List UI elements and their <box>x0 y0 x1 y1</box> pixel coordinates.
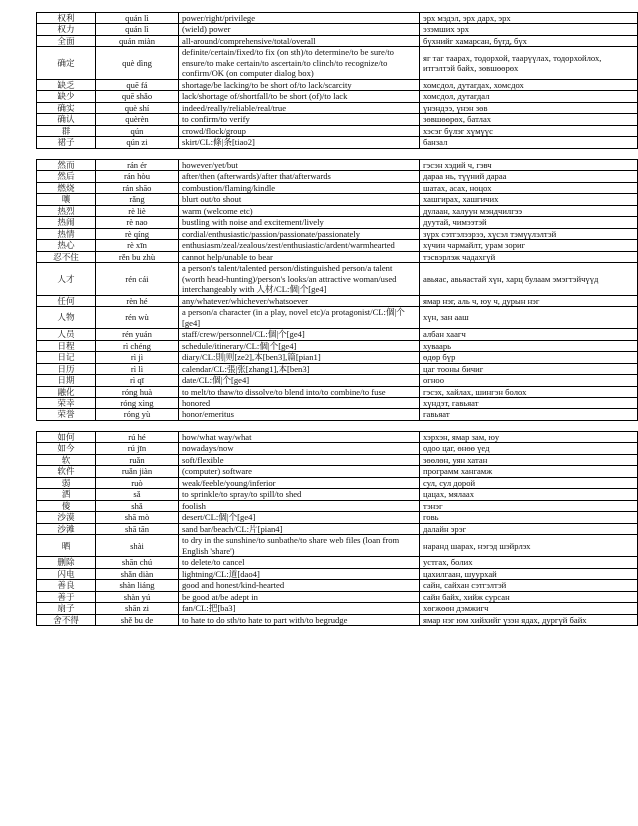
english-cell: skirt/CL:條|条[tiao2] <box>179 137 420 148</box>
mongolian-cell: тэсвэрлэж чадахгүй <box>420 251 638 262</box>
pinyin-cell: shān chú <box>96 557 179 568</box>
pinyin-cell: rán ér <box>96 159 179 170</box>
pinyin-cell: rén wù <box>96 307 179 329</box>
pinyin-cell: rén cái <box>96 263 179 295</box>
table-row <box>37 102 638 113</box>
table-row <box>37 24 638 35</box>
hanzi-cell: 日期 <box>37 375 96 386</box>
hanzi-cell: 然而 <box>37 159 96 170</box>
hanzi-cell: 缺乏 <box>37 79 96 90</box>
hanzi-cell: 权力 <box>37 24 96 35</box>
mongolian-cell: гэсэн хэдий ч, гэвч <box>420 159 638 170</box>
pinyin-cell: rèn hé <box>96 295 179 306</box>
pinyin-cell: què dìng <box>96 47 179 79</box>
table-row <box>37 159 638 170</box>
hanzi-cell: 日记 <box>37 352 96 363</box>
hanzi-cell: 扇子 <box>37 603 96 614</box>
english-cell: fan/CL:把[ba3] <box>179 603 420 614</box>
mongolian-cell: үнэндээ, үнэн зөв <box>420 102 638 113</box>
pinyin-cell: rú hé <box>96 431 179 442</box>
table-row <box>37 171 638 182</box>
hanzi-cell: 软件 <box>37 466 96 477</box>
english-cell: lack/shortage of/shortfall/to be short (of)/to lack <box>179 91 420 102</box>
pinyin-cell: rì qī <box>96 375 179 386</box>
mongolian-cell: тэнэг <box>420 500 638 511</box>
mongolian-cell: сайн, сайхан сэтгэлтэй <box>420 580 638 591</box>
english-cell: bustling with noise and excitement/lively <box>179 217 420 228</box>
mongolian-cell: ямар нэг, аль ч, юу ч, дурын нэг <box>420 295 638 306</box>
english-cell: sand bar/beach/CL:片[pian4] <box>179 523 420 534</box>
hanzi-cell: 荣誉 <box>37 409 96 420</box>
vocab-table-s <box>36 431 638 626</box>
mongolian-cell: зөөлөн, уян хатан <box>420 454 638 465</box>
hanzi-cell: 裙子 <box>37 137 96 148</box>
table-row <box>37 363 638 374</box>
mongolian-cell: хомсдол, дутагдах, хомсдох <box>420 79 638 90</box>
mongolian-cell: хөгжөөн дэмжигч <box>420 603 638 614</box>
pinyin-cell: shā tān <box>96 523 179 534</box>
mongolian-cell: авьяас, авьяастай хүн, харц булаам эмэгтэйчүүд <box>420 263 638 295</box>
pinyin-cell: rén yuán <box>96 329 179 340</box>
hanzi-cell: 傻 <box>37 500 96 511</box>
pinyin-cell: rè xīn <box>96 240 179 251</box>
english-cell: however/yet/but <box>179 159 420 170</box>
pinyin-cell: rán shāo <box>96 182 179 193</box>
pinyin-cell: rú jīn <box>96 443 179 454</box>
mongolian-cell: цацах, мялаах <box>420 489 638 500</box>
pinyin-cell: quán lì <box>96 13 179 24</box>
mongolian-cell: хомсдол, дутагдал <box>420 91 638 102</box>
table-row <box>37 375 638 386</box>
english-cell: how/what way/what <box>179 431 420 442</box>
pinyin-cell: shài <box>96 535 179 557</box>
hanzi-cell: 群 <box>37 125 96 136</box>
mongolian-cell: дуутай, чимээтэй <box>420 217 638 228</box>
pinyin-cell: què shí <box>96 102 179 113</box>
english-cell: cordial/enthusiastic/passion/passionate/passionately <box>179 228 420 239</box>
table-row <box>37 228 638 239</box>
pinyin-cell: rì lì <box>96 363 179 374</box>
pinyin-cell: róng huà <box>96 386 179 397</box>
table-row <box>37 386 638 397</box>
mongolian-cell: сайн байх, хийж сурсан <box>420 591 638 602</box>
english-cell: warm (welcome etc) <box>179 205 420 216</box>
mongolian-cell: эзэмших эрх <box>420 24 638 35</box>
mongolian-cell: зүрх сэтгэлээрээ, хүсэл тэмүүлэлтэй <box>420 228 638 239</box>
hanzi-cell: 融化 <box>37 386 96 397</box>
pinyin-cell: shàn liáng <box>96 580 179 591</box>
mongolian-cell: говь <box>420 512 638 523</box>
mongolian-cell: устгах, болих <box>420 557 638 568</box>
hanzi-cell: 任何 <box>37 295 96 306</box>
hanzi-cell: 闪电 <box>37 568 96 579</box>
english-cell: a person's talent/talented person/distinguished person/a talent (worth head-hunting)/person's looks/an attractive woman/used interchangeably with 人材/CL:個|个[ge4] <box>179 263 420 295</box>
hanzi-cell: 缺少 <box>37 91 96 102</box>
table-row <box>37 512 638 523</box>
pinyin-cell: shǎn diàn <box>96 568 179 579</box>
english-cell: staff/crew/personnel/CL:個|个[ge4] <box>179 329 420 340</box>
english-cell: (computer) software <box>179 466 420 477</box>
vocab-table-q <box>36 12 638 149</box>
pinyin-cell: ruǎn jiàn <box>96 466 179 477</box>
english-cell: crowd/flock/group <box>179 125 420 136</box>
table-row <box>37 397 638 408</box>
english-cell: to confirm/to verify <box>179 114 420 125</box>
english-cell: foolish <box>179 500 420 511</box>
pinyin-cell: ruǎn <box>96 454 179 465</box>
english-cell: date/CL:個|个[ge4] <box>179 375 420 386</box>
hanzi-cell: 忍不住 <box>37 251 96 262</box>
table-row <box>37 240 638 251</box>
mongolian-cell: бүхнийг хамарсан, бүгд, бүх <box>420 35 638 46</box>
mongolian-cell: зөвшөөрөх, батлах <box>420 114 638 125</box>
mongolian-cell: хүндэт, гавьяат <box>420 397 638 408</box>
hanzi-cell: 软 <box>37 454 96 465</box>
english-cell: cannot help/unable to bear <box>179 251 420 262</box>
english-cell: good and honest/kind-hearted <box>179 580 420 591</box>
table-row <box>37 251 638 262</box>
hanzi-cell: 热情 <box>37 228 96 239</box>
table-row <box>37 409 638 420</box>
hanzi-cell: 弱 <box>37 477 96 488</box>
vocab-table-r <box>36 159 638 421</box>
hanzi-cell: 热烈 <box>37 205 96 216</box>
mongolian-cell: далайн эрэг <box>420 523 638 534</box>
pinyin-cell: quèrèn <box>96 114 179 125</box>
table-row <box>37 591 638 602</box>
table-row <box>37 182 638 193</box>
hanzi-cell: 确定 <box>37 47 96 79</box>
english-cell: indeed/really/reliable/real/true <box>179 102 420 113</box>
hanzi-cell: 沙漠 <box>37 512 96 523</box>
pinyin-cell: rè qíng <box>96 228 179 239</box>
mongolian-cell: цаг тооны бичиг <box>420 363 638 374</box>
pinyin-cell: rǎng <box>96 194 179 205</box>
pinyin-cell: shān zi <box>96 603 179 614</box>
pinyin-cell: rè liè <box>96 205 179 216</box>
table-row <box>37 114 638 125</box>
english-cell: calendar/CL:張|张[zhang1],本[ben3] <box>179 363 420 374</box>
table-row <box>37 263 638 295</box>
pinyin-cell: róng yù <box>96 409 179 420</box>
table-row <box>37 137 638 148</box>
table-row <box>37 431 638 442</box>
english-cell: to melt/to thaw/to dissolve/to blend into/to combine/to fuse <box>179 386 420 397</box>
hanzi-cell: 日历 <box>37 363 96 374</box>
hanzi-cell: 全面 <box>37 35 96 46</box>
english-cell: nowadays/now <box>179 443 420 454</box>
table-row <box>37 35 638 46</box>
hanzi-cell: 如今 <box>37 443 96 454</box>
hanzi-cell: 人才 <box>37 263 96 295</box>
english-cell: to dry in the sunshine/to sunbathe/to share web files (loan from English 'share') <box>179 535 420 557</box>
table-row <box>37 91 638 102</box>
hanzi-cell: 晒 <box>37 535 96 557</box>
table-row <box>37 329 638 340</box>
hanzi-cell: 嚷 <box>37 194 96 205</box>
table-row <box>37 466 638 477</box>
mongolian-cell: дулаан, халуун мэндчилгээ <box>420 205 638 216</box>
hanzi-cell: 洒 <box>37 489 96 500</box>
mongolian-cell: яг таг таарах, тодорхой, таарүүлах, тодорхойлох, итгэлтэй байх, зөвшөөрөх <box>420 47 638 79</box>
mongolian-cell: гавьяат <box>420 409 638 420</box>
mongolian-cell: программ хангамж <box>420 466 638 477</box>
pinyin-cell: rè nao <box>96 217 179 228</box>
pinyin-cell: rěn bu zhù <box>96 251 179 262</box>
english-cell: definite/certain/fixed/to fix (on sth)/to determine/to be sure/to ensure/to make certain/to ascertain/to clinch/to recognize/to confirm/OK (on computer dialog box) <box>179 47 420 79</box>
english-cell: honor/emeritus <box>179 409 420 420</box>
table-row <box>37 47 638 79</box>
hanzi-cell: 权利 <box>37 13 96 24</box>
table-row <box>37 580 638 591</box>
table-row <box>37 13 638 24</box>
table-row <box>37 557 638 568</box>
table-row <box>37 523 638 534</box>
english-cell: after/then (afterwards)/after that/afterwards <box>179 171 420 182</box>
english-cell: soft/flexible <box>179 454 420 465</box>
table-row <box>37 307 638 329</box>
english-cell: diary/CL:則|则[ze2],本[ben3],篇[pian1] <box>179 352 420 363</box>
mongolian-cell: хуваарь <box>420 340 638 351</box>
mongolian-cell: хашгирах, хашгичих <box>420 194 638 205</box>
english-cell: honored <box>179 397 420 408</box>
english-cell: be good at/be adept in <box>179 591 420 602</box>
english-cell: schedule/itinerary/CL:個|个[ge4] <box>179 340 420 351</box>
english-cell: desert/CL:個|个[ge4] <box>179 512 420 523</box>
table-row <box>37 79 638 90</box>
pinyin-cell: quán miàn <box>96 35 179 46</box>
english-cell: all-around/comprehensive/total/overall <box>179 35 420 46</box>
english-cell: weak/feeble/young/inferior <box>179 477 420 488</box>
mongolian-cell: хүн, зан ааш <box>420 307 638 329</box>
pinyin-cell: rì jì <box>96 352 179 363</box>
mongolian-cell: хэсэг бүлэг хүмүүс <box>420 125 638 136</box>
hanzi-cell: 荣幸 <box>37 397 96 408</box>
pinyin-cell: shā mò <box>96 512 179 523</box>
hanzi-cell: 热闹 <box>37 217 96 228</box>
mongolian-cell: ямар нэг юм хийхийг үзэн ядах, дургүй байх <box>420 614 638 625</box>
hanzi-cell: 人员 <box>37 329 96 340</box>
english-cell: shortage/be lacking/to be short of/to lack/scarcity <box>179 79 420 90</box>
hanzi-cell: 如何 <box>37 431 96 442</box>
mongolian-cell: сул, сул дорой <box>420 477 638 488</box>
mongolian-cell: хэрхэн, ямар зам, юу <box>420 431 638 442</box>
table-row <box>37 340 638 351</box>
pinyin-cell: róng xìng <box>96 397 179 408</box>
english-cell: any/whatever/whichever/whatsoever <box>179 295 420 306</box>
hanzi-cell: 确实 <box>37 102 96 113</box>
table-row <box>37 535 638 557</box>
table-row <box>37 568 638 579</box>
hanzi-cell: 删除 <box>37 557 96 568</box>
table-row <box>37 205 638 216</box>
pinyin-cell: qún <box>96 125 179 136</box>
pinyin-cell: sǎ <box>96 489 179 500</box>
pinyin-cell: ruò <box>96 477 179 488</box>
hanzi-cell: 确认 <box>37 114 96 125</box>
table-row <box>37 443 638 454</box>
table-row <box>37 489 638 500</box>
mongolian-cell: банзал <box>420 137 638 148</box>
english-cell: combustion/flaming/kindle <box>179 182 420 193</box>
hanzi-cell: 善良 <box>37 580 96 591</box>
table-row <box>37 217 638 228</box>
mongolian-cell: дараа нь, түүний дараа <box>420 171 638 182</box>
table-row <box>37 603 638 614</box>
table-row <box>37 454 638 465</box>
english-cell: (wield) power <box>179 24 420 35</box>
pinyin-cell: rì chéng <box>96 340 179 351</box>
pinyin-cell: quē shǎo <box>96 91 179 102</box>
table-row <box>37 295 638 306</box>
mongolian-cell: цахилгаан, шуурхай <box>420 568 638 579</box>
english-cell: blurt out/to shout <box>179 194 420 205</box>
english-cell: lightning/CL:道[dao4] <box>179 568 420 579</box>
hanzi-cell: 热心 <box>37 240 96 251</box>
hanzi-cell: 人物 <box>37 307 96 329</box>
table-row <box>37 477 638 488</box>
mongolian-cell: хүчин чармайлт, урам зориг <box>420 240 638 251</box>
hanzi-cell: 沙滩 <box>37 523 96 534</box>
hanzi-cell: 日程 <box>37 340 96 351</box>
mongolian-cell: одоо цаг, өнөө үед <box>420 443 638 454</box>
hanzi-cell: 善于 <box>37 591 96 602</box>
hanzi-cell: 舍不得 <box>37 614 96 625</box>
pinyin-cell: shǎ <box>96 500 179 511</box>
mongolian-cell: эрх мэдэл, эрх дарх, эрх <box>420 13 638 24</box>
mongolian-cell: албан хаагч <box>420 329 638 340</box>
mongolian-cell: наранд шарах, нэгэд шэйрлэх <box>420 535 638 557</box>
pinyin-cell: rán hòu <box>96 171 179 182</box>
mongolian-cell: өдөр бүр <box>420 352 638 363</box>
pinyin-cell: qún zi <box>96 137 179 148</box>
pinyin-cell: shě bu de <box>96 614 179 625</box>
mongolian-cell: гэсэх, хайлах, шингэн болох <box>420 386 638 397</box>
table-row <box>37 352 638 363</box>
pinyin-cell: quē fá <box>96 79 179 90</box>
english-cell: to sprinkle/to spray/to spill/to shed <box>179 489 420 500</box>
mongolian-cell: шатах, асах, ноцох <box>420 182 638 193</box>
english-cell: enthusiasm/zeal/zealous/zest/enthusiastic/ardent/warmhearted <box>179 240 420 251</box>
english-cell: to hate to do sth/to hate to part with/to begrudge <box>179 614 420 625</box>
pinyin-cell: quán lì <box>96 24 179 35</box>
table-row <box>37 194 638 205</box>
english-cell: power/right/privilege <box>179 13 420 24</box>
mongolian-cell: огноо <box>420 375 638 386</box>
hanzi-cell: 然后 <box>37 171 96 182</box>
english-cell: to delete/to cancel <box>179 557 420 568</box>
hanzi-cell: 燃烧 <box>37 182 96 193</box>
pinyin-cell: shàn yú <box>96 591 179 602</box>
table-row <box>37 614 638 625</box>
table-row <box>37 500 638 511</box>
english-cell: a person/a character (in a play, novel etc)/a protagonist/CL:個|个[ge4] <box>179 307 420 329</box>
table-row <box>37 125 638 136</box>
